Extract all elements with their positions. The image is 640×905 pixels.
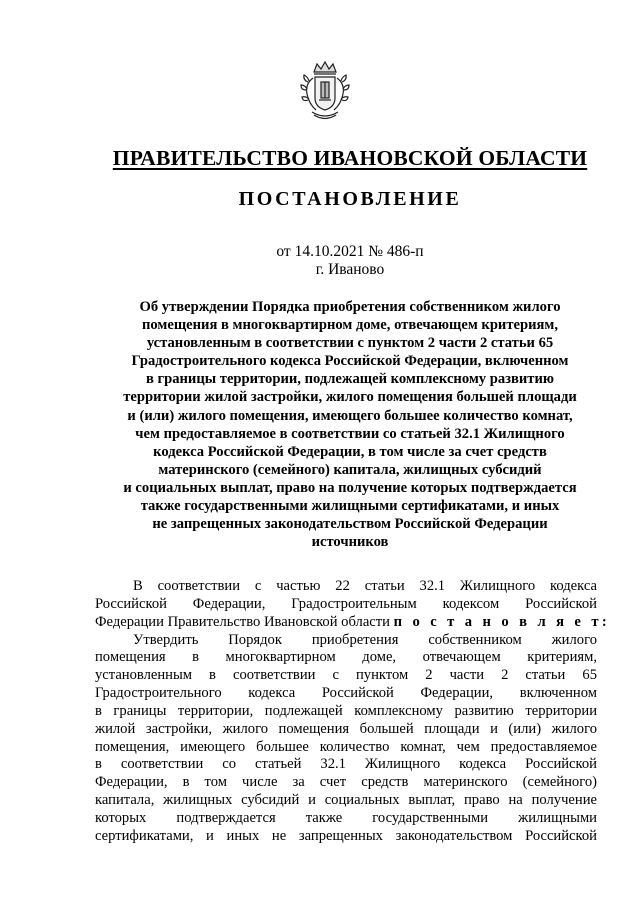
government-title: ПРАВИТЕЛЬСТВО ИВАНОВСКОЙ ОБЛАСТИ [112,146,588,170]
body-line-resolution [95,613,611,632]
document-body [95,578,611,846]
subject-line: в границы территории, подлежащей комплексному развитию [145,371,555,388]
document-date-number: от 14.10.2021 № 486-п [276,243,424,260]
body-line: сертификатами, и иных не запрещенных законодательством Российской [95,827,597,844]
body-line: жилой застройки, жилого помещения большей площади и (или) жилого [95,720,597,737]
body-line: Федерации, в том числе за счет средств материнского (семейного) [95,774,597,791]
body-line: в границы территории, подлежащей комплексному развитию территории [95,702,597,719]
ivanovo-coat-of-arms-icon [300,60,350,122]
subject-line: Об утверждении Порядка приобретения собственником жилого [139,299,561,315]
body-line: В соответствии с частью 22 статьи 32.1 Жилищного кодекса [133,578,597,594]
subject-line: территории жилой застройки, жилого помещения большей площади [123,389,577,406]
subject-line: Градостроительного кодекса Российской Федерации, включенном [131,353,569,370]
subject-line: установленным в соответствии с пунктом 2 части 2 статьи 65 [146,335,554,352]
subject-line: и (или) жилого помещения, имеющего большее количество комнат, [127,407,573,424]
subject-line: чем предоставляемое в соответствии со статьей 32.1 Жилищного [135,425,565,442]
subject-line: не запрещенных законодательством Российской Федерации [152,516,548,533]
body-line: которых подтверждается также государственными жилищными [95,809,597,826]
body-line: установленным в соответствии с пунктом 2 части 2 статьи 65 [95,667,597,684]
document-type: ПОСТАНОВЛЕНИЕ [238,188,462,210]
body-line: капитала, жилищных субсидий и социальных выплат, право на получение [95,792,597,809]
subject-line: также государственными жилищными сертификатами, и иных [140,498,560,515]
body-line: в соответствии со статьей 32.1 Жилищного кодекса Российской [95,756,597,773]
subject-line: материнского (семейного) капитала, жилищных субсидий [158,461,542,478]
document-city: г. Иваново [315,261,385,278]
body-line: помещения в многоквартирном доме, отвечающем критериям, [95,649,597,666]
resolves-emphasis: п о с т а н о в л я е т: [393,613,611,630]
subject-line: и социальных выплат, право на получение которых подтверждается [123,479,577,496]
body-line: Российской Федерации, Градостроительным кодексом Российской [95,595,597,612]
subject-line: кодекса Российской Федерации, в том числе за счет средств [153,443,547,460]
body-line: Градостроительного кодекса Российской Федерации, включенном [95,685,597,702]
body-line: Утвердить Порядок приобретения собственником жилого [133,631,597,648]
subject-line: помещения в многоквартирном доме, отвечающем критериям, [142,317,558,334]
body-line-text: Федерации Правительство Ивановской области [95,613,390,630]
subject-line: источников [311,534,389,551]
document-subject [90,298,610,551]
body-line: помещения, имеющего большее количество комнат, чем предоставляемое [95,738,597,755]
